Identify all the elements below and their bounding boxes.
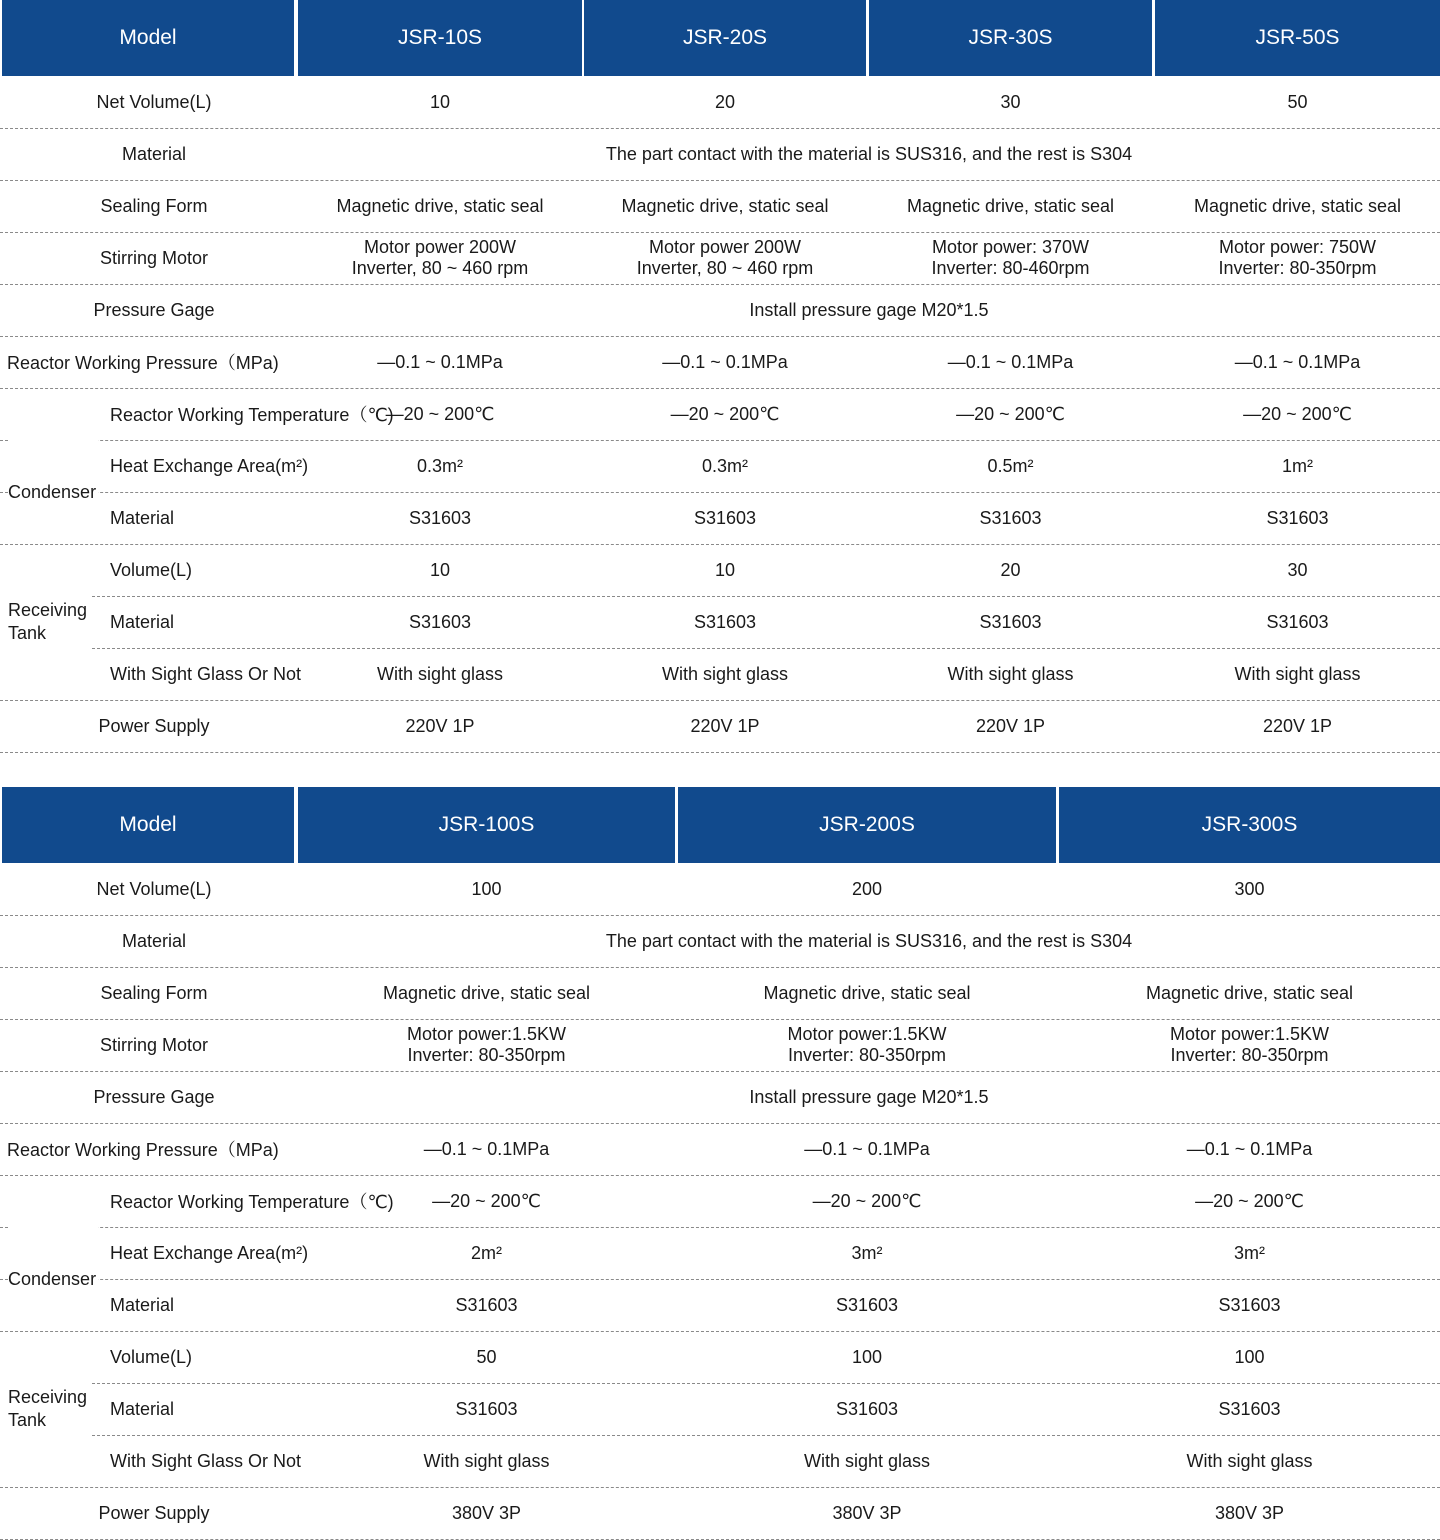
row-condenser-material-label: Material [110, 507, 175, 528]
row-power-supply-value-0: 220V 1P [405, 715, 475, 736]
row-sealing-form-value-3: Magnetic drive, static seal [1193, 195, 1402, 216]
row-power-supply-value-0: 380V 3P [451, 1502, 522, 1523]
row-tank-sight-glass-value-2: With sight glass [947, 663, 1074, 684]
row-material [0, 128, 1440, 181]
row-stirring-motor-value-1-line2: Inverter, 80 ~ 460 rpm [636, 258, 814, 278]
row-working-temperature-value-0: —20 ~ 200℃ [385, 403, 495, 424]
receiving-tank-label-line2: Tank [8, 1410, 47, 1430]
row-condenser-material-value-0: S31603 [408, 507, 472, 528]
row-condenser-material-value-1: S31603 [835, 1294, 899, 1315]
header-row [0, 787, 1440, 863]
row-stirring-motor-value-1 [584, 232, 866, 284]
row-stirring-motor [0, 1019, 1440, 1072]
row-stirring-motor-value-2-line1: Motor power:1.5KW [1169, 1024, 1330, 1044]
row-condenser-material-value-0: S31603 [455, 1294, 518, 1315]
row-condenser-area [0, 440, 1440, 493]
header-model-1: JSR-20S [584, 0, 866, 76]
row-tank-volume-label: Volume(L) [110, 1346, 193, 1367]
row-condenser-area-value-0: 2m² [471, 1242, 502, 1263]
row-tank-sight-glass-value-0: With sight glass [423, 1450, 550, 1471]
header-model-3: JSR-50S [1155, 0, 1440, 76]
row-tank-sight-glass-value-1: With sight glass [661, 663, 789, 684]
row-condenser-material-label: Material [110, 1294, 175, 1315]
row-working-temperature-label: Reactor Working Temperature（℃) [110, 1192, 394, 1212]
row-working-pressure-label: Reactor Working Pressure（MPa) [7, 1140, 279, 1160]
row-stirring-motor-value-2 [869, 232, 1152, 284]
row-pressure-gage-value: Install pressure gage M20*1.5 [749, 1086, 989, 1107]
row-condenser-material-value-2: S31603 [1218, 1294, 1281, 1315]
row-working-temperature-value-2: —20 ~ 200℃ [956, 403, 1065, 424]
row-tank-sight-glass-value-1: With sight glass [803, 1450, 931, 1471]
row-power-supply [0, 700, 1440, 753]
row-tank-volume-value-0: 50 [476, 1346, 497, 1367]
row-stirring-motor-value-2-line1: Motor power: 370W [931, 237, 1090, 257]
row-condenser-area-value-3: 1m² [1282, 455, 1313, 476]
row-tank-volume [92, 1331, 1440, 1384]
row-stirring-motor-value-2-line2: Inverter: 80-460rpm [931, 258, 1090, 278]
row-tank-material-value-2: S31603 [979, 611, 1042, 632]
row-working-pressure [0, 336, 1440, 389]
row-condenser-area-value-2: 3m² [1234, 1242, 1265, 1263]
row-stirring-motor-value-2-line2: Inverter: 80-350rpm [1170, 1045, 1329, 1065]
receiving-tank-group-label [8, 544, 87, 700]
row-tank-volume-value-1: 100 [851, 1346, 883, 1367]
row-tank-volume-value-3: 30 [1287, 559, 1308, 580]
row-tank-volume-value-0: 10 [429, 559, 451, 580]
header-model-2: JSR-300S [1059, 787, 1440, 863]
row-stirring-motor-value-0-line1: Motor power 200W [363, 237, 517, 257]
receiving-tank-label-line1: Receiving [8, 1387, 88, 1407]
row-working-pressure-value-2: —0.1 ~ 0.1MPa [947, 351, 1074, 372]
row-working-pressure-value-1: —0.1 ~ 0.1MPa [662, 351, 788, 372]
row-net-volume-value-0: 100 [471, 878, 502, 899]
row-working-temperature-label: Reactor Working Temperature（℃) [110, 405, 394, 425]
condenser-group-label: Condenser [8, 1227, 98, 1331]
row-tank-material-value-2: S31603 [1218, 1398, 1281, 1419]
row-power-supply-value-1: 380V 3P [832, 1502, 902, 1523]
row-tank-volume-value-2: 100 [1234, 1346, 1265, 1367]
row-sealing-form-value-0: Magnetic drive, static seal [382, 982, 591, 1003]
row-tank-material-label: Material [110, 1398, 175, 1419]
row-pressure-gage-value: Install pressure gage M20*1.5 [749, 299, 989, 320]
row-sealing-form-value-2: Magnetic drive, static seal [1145, 982, 1354, 1003]
row-condenser-area-value-0: 0.3m² [416, 455, 463, 476]
row-net-volume-value-3: 50 [1287, 91, 1308, 112]
row-condenser-area-value-1: 0.3m² [701, 455, 748, 476]
row-working-temperature-value-3: —20 ~ 200℃ [1243, 403, 1352, 424]
row-power-supply-value-1: 220V 1P [690, 715, 760, 736]
row-net-volume-label: Net Volume(L) [96, 91, 212, 112]
header-model-label: Model [2, 787, 294, 863]
row-condenser-material-value-2: S31603 [979, 507, 1042, 528]
row-sealing-form [0, 180, 1440, 233]
row-tank-sight-glass-value-2: With sight glass [1186, 1450, 1313, 1471]
row-condenser-area-value-2: 0.5m² [987, 455, 1034, 476]
row-stirring-motor-value-0-line2: Inverter, 80 ~ 460 rpm [351, 258, 529, 278]
row-working-pressure-value-0: —0.1 ~ 0.1MPa [423, 1138, 550, 1159]
row-power-supply-value-3: 220V 1P [1262, 715, 1333, 736]
row-power-supply-label: Power Supply [98, 715, 210, 736]
row-tank-material-value-0: S31603 [455, 1398, 518, 1419]
header-model-0: JSR-100S [298, 787, 675, 863]
header-model-1: JSR-200S [678, 787, 1056, 863]
receiving-tank-label-line2: Tank [8, 623, 47, 643]
row-net-volume-label: Net Volume(L) [96, 878, 212, 899]
row-working-pressure [0, 1123, 1440, 1176]
row-power-supply-value-2: 220V 1P [975, 715, 1046, 736]
header-model-label: Model [2, 0, 294, 76]
row-net-volume-value-1: 200 [851, 878, 883, 899]
row-net-volume-value-2: 300 [1234, 878, 1265, 899]
row-condenser-area-label: Heat Exchange Area(m²) [110, 455, 309, 476]
row-stirring-motor-value-0-line1: Motor power:1.5KW [406, 1024, 567, 1044]
row-working-temperature [0, 388, 1440, 441]
row-tank-material-value-0: S31603 [408, 611, 472, 632]
row-sealing-form-label: Sealing Form [100, 195, 208, 216]
row-working-temperature-value-1: —20 ~ 200℃ [670, 403, 780, 424]
row-material [0, 915, 1440, 968]
row-working-pressure-value-0: —0.1 ~ 0.1MPa [377, 351, 503, 372]
row-pressure-gage [0, 1071, 1440, 1124]
receiving-tank-label-line1: Receiving [8, 600, 88, 620]
header-model-2: JSR-30S [869, 0, 1152, 76]
row-tank-sight-glass-value-0: With sight glass [376, 663, 504, 684]
condenser-group-label: Condenser [8, 440, 98, 544]
row-condenser-material [0, 1279, 1440, 1332]
row-tank-sight-glass [0, 648, 1440, 701]
row-material-label: Material [121, 930, 187, 951]
row-material-value: The part contact with the material is SUS316, and the rest is S304 [605, 143, 1133, 164]
row-stirring-motor-value-3-line2: Inverter: 80-350rpm [1218, 258, 1377, 278]
row-stirring-motor-value-0 [298, 232, 582, 284]
row-tank-material-value-3: S31603 [1266, 611, 1329, 632]
row-net-volume [0, 863, 1440, 916]
row-stirring-motor-value-3 [1155, 232, 1440, 284]
row-tank-material-value-1: S31603 [835, 1398, 899, 1419]
row-tank-volume-label: Volume(L) [110, 559, 193, 580]
row-sealing-form-value-1: Magnetic drive, static seal [763, 982, 971, 1003]
row-working-temperature [0, 1175, 1440, 1228]
row-tank-sight-glass-value-3: With sight glass [1234, 663, 1361, 684]
row-pressure-gage [0, 284, 1440, 337]
row-power-supply-value-2: 380V 3P [1214, 1502, 1285, 1523]
row-tank-sight-glass-label: With Sight Glass Or Not [110, 663, 302, 684]
row-tank-sight-glass [0, 1435, 1440, 1488]
row-tank-sight-glass-label: With Sight Glass Or Not [110, 1450, 302, 1471]
row-working-temperature-value-0: —20 ~ 200℃ [432, 1190, 541, 1211]
row-sealing-form-value-2: Magnetic drive, static seal [906, 195, 1115, 216]
row-net-volume-value-1: 20 [714, 91, 736, 112]
row-working-pressure-value-3: —0.1 ~ 0.1MPa [1234, 351, 1361, 372]
row-condenser-area-label: Heat Exchange Area(m²) [110, 1242, 309, 1263]
row-material-value: The part contact with the material is SUS316, and the rest is S304 [605, 930, 1133, 951]
row-tank-material [92, 596, 1440, 649]
row-condenser-material-value-3: S31603 [1266, 507, 1329, 528]
row-sealing-form-value-1: Magnetic drive, static seal [621, 195, 829, 216]
row-stirring-motor-value-2 [1059, 1019, 1440, 1071]
row-net-volume-value-0: 10 [429, 91, 451, 112]
row-working-pressure-value-1: —0.1 ~ 0.1MPa [804, 1138, 930, 1159]
row-condenser-material [0, 492, 1440, 545]
row-stirring-motor-value-0-line2: Inverter: 80-350rpm [407, 1045, 566, 1065]
row-working-temperature-value-1: —20 ~ 200℃ [812, 1190, 922, 1211]
row-stirring-motor-value-1-line2: Inverter: 80-350rpm [787, 1045, 947, 1065]
header-model-0: JSR-10S [298, 0, 582, 76]
row-tank-material-label: Material [110, 611, 175, 632]
row-material-label: Material [121, 143, 187, 164]
row-working-pressure-value-2: —0.1 ~ 0.1MPa [1186, 1138, 1313, 1159]
row-working-pressure-label: Reactor Working Pressure（MPa) [7, 353, 279, 373]
row-tank-volume [92, 544, 1440, 597]
row-stirring-motor-value-1-line1: Motor power 200W [648, 237, 802, 257]
row-sealing-form-value-0: Magnetic drive, static seal [336, 195, 544, 216]
row-net-volume [0, 76, 1440, 129]
row-power-supply-label: Power Supply [98, 1502, 210, 1523]
row-stirring-motor [0, 232, 1440, 285]
row-pressure-gage-label: Pressure Gage [93, 1086, 215, 1107]
receiving-tank-group-label [8, 1331, 87, 1487]
row-tank-material [92, 1383, 1440, 1436]
row-stirring-motor-label: Stirring Motor [99, 1034, 209, 1055]
row-tank-volume-value-1: 10 [714, 559, 736, 580]
row-sealing-form [0, 967, 1440, 1020]
row-power-supply [0, 1487, 1440, 1540]
row-tank-material-value-1: S31603 [693, 611, 757, 632]
row-working-temperature-value-2: —20 ~ 200℃ [1195, 1190, 1304, 1211]
row-stirring-motor-value-1-line1: Motor power:1.5KW [787, 1024, 947, 1044]
row-sealing-form-label: Sealing Form [100, 982, 208, 1003]
row-condenser-material-value-1: S31603 [693, 507, 757, 528]
row-condenser-area [0, 1227, 1440, 1280]
header-row [0, 0, 1440, 76]
row-net-volume-value-2: 30 [1000, 91, 1021, 112]
row-condenser-area-value-1: 3m² [851, 1242, 883, 1263]
row-stirring-motor-value-3-line1: Motor power: 750W [1218, 237, 1377, 257]
row-pressure-gage-label: Pressure Gage [93, 299, 215, 320]
row-stirring-motor-label: Stirring Motor [99, 247, 209, 268]
row-stirring-motor-value-0 [298, 1019, 675, 1071]
row-stirring-motor-value-1 [678, 1019, 1056, 1071]
row-tank-volume-value-2: 20 [1000, 559, 1021, 580]
